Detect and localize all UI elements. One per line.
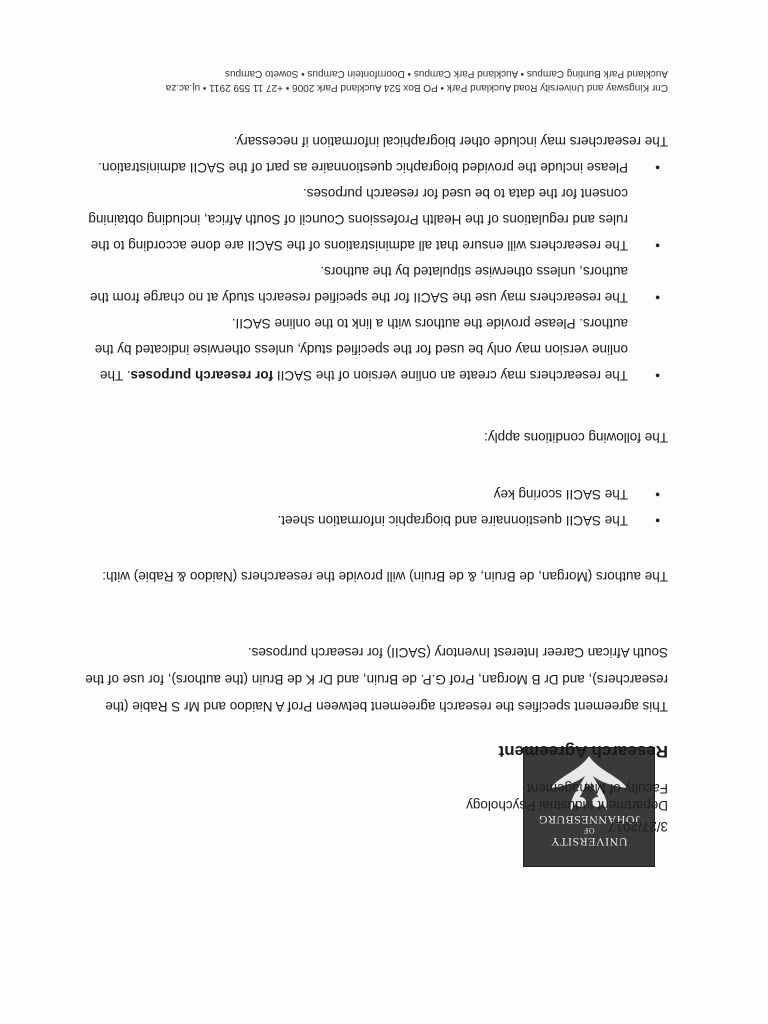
intro-line: South African Career Interest Inventory (SACII) for research purposes. bbox=[247, 645, 668, 660]
conditions-list bbox=[83, 128, 668, 388]
condition-line: rules and regulations of the Health Professions Council of South Africa, including obtaining bbox=[88, 212, 628, 227]
condition-item bbox=[83, 310, 668, 388]
bullet-icon: • bbox=[655, 238, 660, 253]
condition-text: The researchers will ensure that all administrations of the SACII are done according to the bbox=[90, 238, 628, 253]
footer-address: Cnr Kingsway and University Road Auckland Park • PO Box 524 Auckland Park 2006 • +27 11 559 2911 • uj.ac.za bbox=[165, 82, 668, 93]
bullet-icon: • bbox=[655, 513, 660, 528]
condition-text: Please include the provided biographic questionnaire as part of the SACII administration. bbox=[98, 160, 628, 175]
condition-line: authors. Please provide the authors with a link to the online SACII. bbox=[231, 316, 628, 331]
intro-paragraph bbox=[85, 639, 668, 720]
intro-line: This agreement specifies the research agreement between Prof A Naidoo and Mr S Rabie (the bbox=[105, 699, 668, 714]
logo-line-johannesburg: JOHANNESBURG bbox=[538, 813, 640, 827]
condition-line: consent for the data to be used for research purposes. bbox=[303, 186, 628, 201]
page-title: Research Agreement bbox=[498, 742, 668, 761]
condition-text: . The bbox=[99, 368, 131, 383]
letter-date: 3/27/2017 bbox=[607, 819, 668, 834]
list-item bbox=[83, 507, 668, 533]
condition-line: The researchers may include other biographical information if necessary. bbox=[233, 134, 668, 149]
bullet-icon: • bbox=[655, 368, 660, 383]
condition-item bbox=[83, 258, 668, 310]
intro-line: researchers), and Dr B Morgan, Prof G.P. de Bruin, and Dr K de Bruin (the authors), for use of the bbox=[85, 672, 668, 687]
list-item bbox=[83, 481, 668, 507]
authors-provide-statement: The authors (Morgan, de Bruin, & de Bruin) will provide the researchers (Naidoo & Rabie) with: bbox=[102, 569, 668, 584]
bullet-icon: • bbox=[655, 487, 660, 502]
conditions-heading: The following conditions apply: bbox=[484, 430, 668, 445]
logo-line-of: OF bbox=[583, 826, 595, 835]
condition-item bbox=[83, 128, 668, 180]
bullet-icon: • bbox=[655, 160, 660, 175]
bullet-icon: • bbox=[655, 290, 660, 305]
letter-footer bbox=[166, 66, 668, 94]
list-item-text: The SACII questionnaire and biographic information sheet. bbox=[277, 513, 628, 528]
faculty-name: Faculty of Management bbox=[526, 781, 668, 796]
list-item-text: The SACII scoring key bbox=[493, 487, 628, 502]
provided-items-list bbox=[83, 481, 668, 533]
condition-text: The researchers may use the SACII for the specified research study at no charge from the bbox=[89, 290, 628, 305]
condition-line: authors, unless otherwise stipulated by the authors. bbox=[320, 264, 628, 279]
condition-item bbox=[83, 180, 668, 258]
logo-line-university: UNIVERSITY bbox=[550, 835, 628, 849]
footer-campuses: Auckland Park Bunting Campus • Auckland Park Campus • Doornfontein Campus • Soweto Campus bbox=[225, 68, 668, 79]
condition-text: The researchers may create an online version of the SACII bbox=[273, 368, 628, 383]
condition-emphasis: for research purposes bbox=[130, 368, 274, 383]
condition-line: online version may only be used for the specified study, unless otherwise indicated by the bbox=[94, 342, 628, 357]
department-name: Department Industrial Psychology bbox=[466, 798, 668, 813]
